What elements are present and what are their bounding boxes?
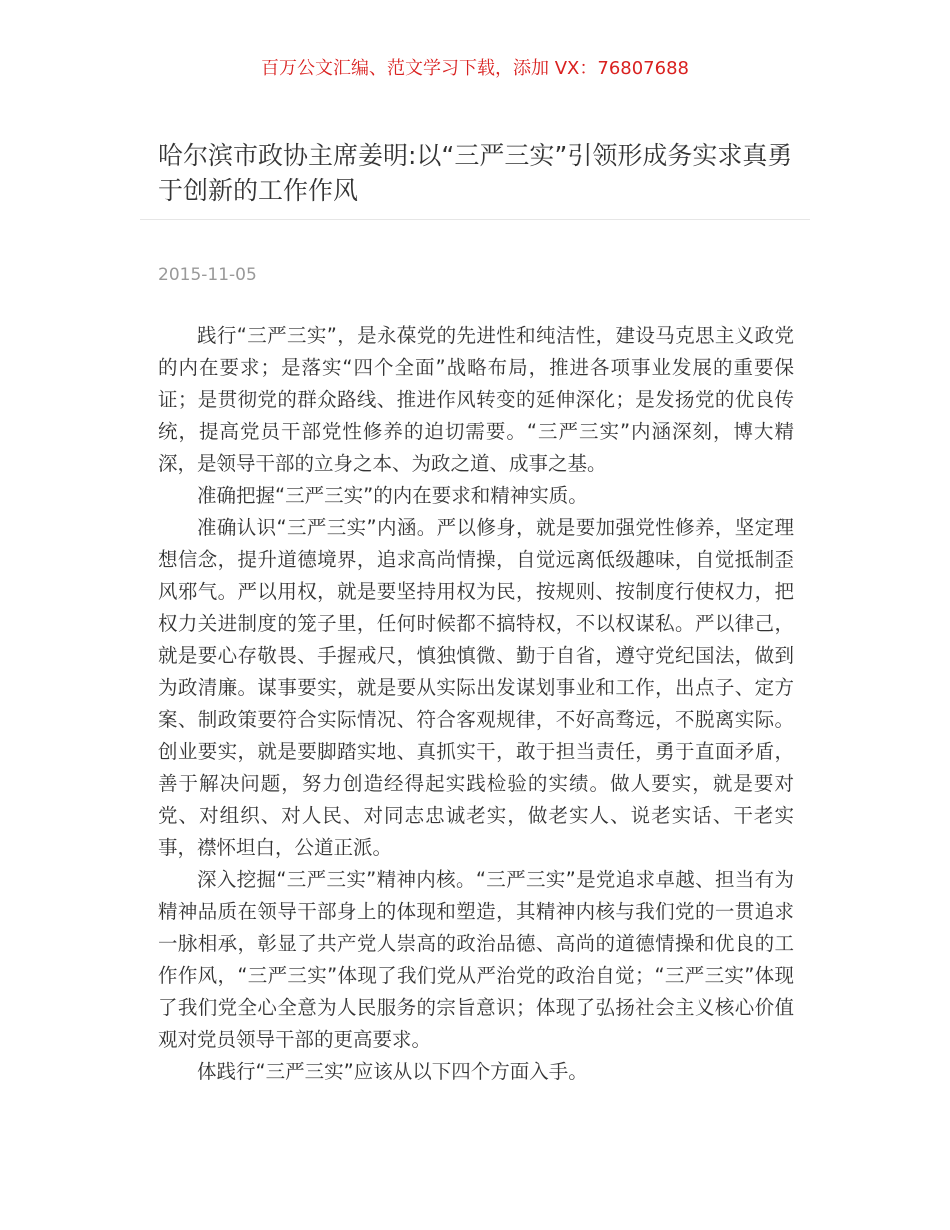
article-body	[158, 320, 794, 1088]
title-divider	[140, 219, 810, 220]
article-paragraph: 体践行“三严三实”应该从以下四个方面入手。	[197, 1060, 588, 1083]
watermark-banner: 百万公文汇编、范文学习下载，添加 VX：76807688	[261, 58, 689, 79]
article-paragraph: 践行“三严三实”，是永葆党的先进性和纯洁性，建设马克思主义政党的内在要求；是落实“四个全面”战略布局，推进各项事业发展的重要保证；是贯彻党的群众路线、推进作风转变的延伸深化；是发扬党的优良传统，提高党员干部党性修养的迫切需要。“三严三实”内涵深刻，博大精深，是领导干部的立身之本、为政之道、成事之基。	[158, 324, 794, 475]
article-paragraph: 深入挖掘“三严三实”精神内核。“三严三实”是党追求卓越、担当有为精神品质在领导干部身上的体现和塑造，其精神内核与我们党的一贯追求一脉相承，彰显了共产党人崇高的政治品德、高尚的道德情操和优良的工作作风，“三严三实”体现了我们党从严治党的政治自觉；“三严三实”体现了我们党全心全意为人民服务的宗旨意识；体现了弘扬社会主义核心价值观对党员领导干部的更高要求。	[158, 868, 794, 1051]
article-paragraph: 准确把握“三严三实”的内在要求和精神实质。	[197, 484, 588, 507]
article-paragraph: 准确认识“三严三实”内涵。严以修身，就是要加强党性修养，坚定理想信念，提升道德境界，追求高尚情操，自觉远离低级趣味，自觉抵制歪风邪气。严以用权，就是要坚持用权为民，按规则、按制度行使权力，把权力关进制度的笼子里，任何时候都不搞特权，不以权谋私。严以律己，就是要心存敬畏、手握戒尺，慎独慎微、勤于自省，遵守党纪国法，做到为政清廉。谋事要实，就是要从实际出发谋划事业和工作，出点子、定方案、制政策要符合实际情况、符合客观规律，不好高骛远，不脱离实际。创业要实，就是要脚踏实地、真抓实干，敢于担当责任，勇于直面矛盾，善于解决问题，努力创造经得起实践检验的实绩。做人要实，就是要对党、对组织、对人民、对同志忠诚老实，做老实人、说老实话、干老实事，襟怀坦白，公道正派。	[158, 516, 794, 859]
publish-date: 2015-11-05	[158, 265, 257, 285]
article-title: 哈尔滨市政协主席姜明:以“三严三实”引领形成务实求真勇于创新的工作作风	[158, 141, 793, 205]
